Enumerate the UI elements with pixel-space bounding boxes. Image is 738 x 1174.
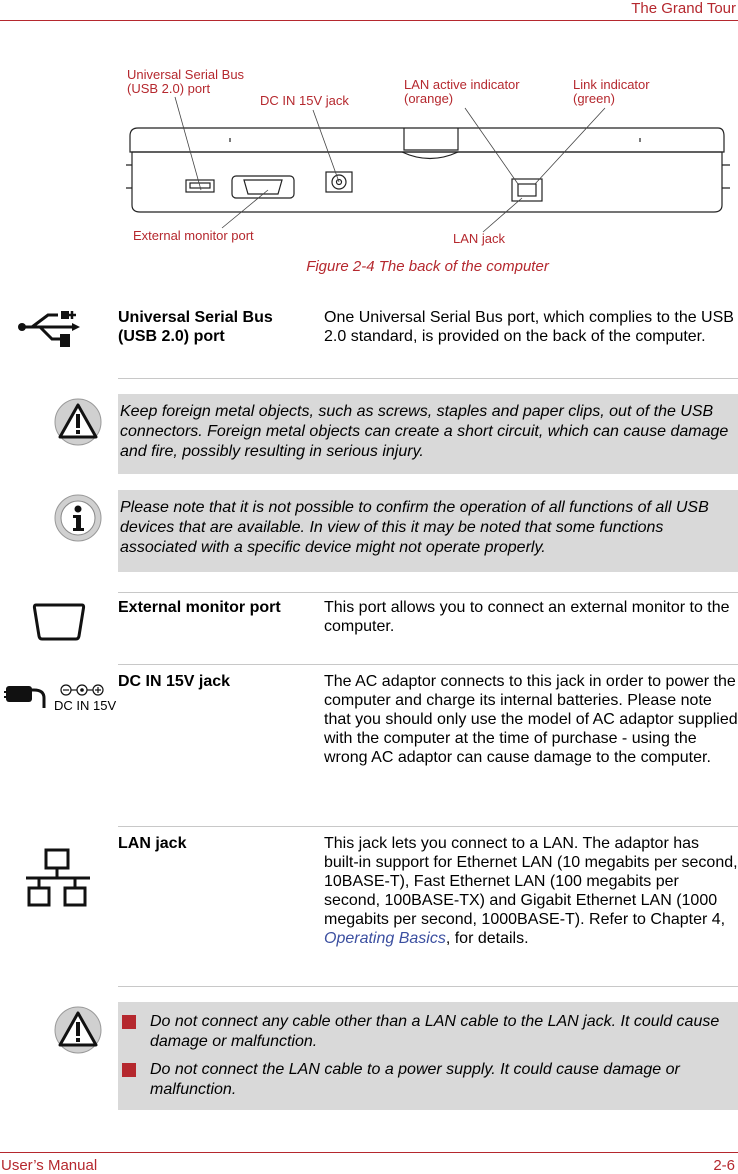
- info-note-usb-text: Please note that it is not possible to confirm the operation of all functions of all USB devices that are available. In view of this it may be noted that some functions associated with a specific device might not operate properly.: [120, 499, 709, 556]
- divider: [118, 592, 738, 593]
- usb-description: One Universal Serial Bus port, which complies to the USB 2.0 standard, is provided on the back of the computer.: [324, 309, 734, 345]
- footer-manual-title: User’s Manual: [1, 1157, 98, 1174]
- caution-lan-item-1: Do not connect any cable other than a LAN cable to the LAN jack. It could cause damage or malfunction.: [150, 1013, 720, 1050]
- entry-dc-in: [118, 664, 738, 824]
- dc-in-term: DC IN 15V jack: [118, 673, 231, 690]
- caution-icon: [54, 1006, 102, 1054]
- bullet-marker: [122, 1015, 136, 1029]
- lan-description-tail: , for details.: [445, 930, 529, 947]
- caution-note-usb-text: Keep foreign metal objects, such as screws, staples and paper clips, out of the USB connectors. Foreign metal objects can create a short circuit, which can cause damage and fire, possibly resulting in serious injury.: [120, 403, 729, 460]
- divider: [118, 986, 738, 987]
- info-note-usb: [118, 490, 738, 572]
- callout-usb: Universal Serial Bus (USB 2.0) port: [127, 67, 245, 96]
- figure-caption: Figure 2-4 The back of the computer: [306, 258, 549, 275]
- caution-note-lan: [118, 1002, 738, 1110]
- page-header-title: The Grand Tour: [631, 0, 736, 17]
- callout-external-monitor: External monitor port: [133, 228, 254, 243]
- footer-page-number: 2-6: [713, 1157, 735, 1174]
- dc-in-description: The AC adaptor connects to this jack in order to power the computer and charge its internal batteries. Please note that you should only use the model of AC adaptor supplied with the computer at the time of purchase - using the wrong AC adaptor can cause damage to the computer.: [324, 673, 738, 766]
- lan-description: [324, 834, 738, 948]
- dc-in-icon-label: DC IN 15V: [54, 698, 117, 713]
- monitor-description: This port allows you to connect an external monitor to the computer.: [324, 599, 730, 635]
- monitor-port-icon: [32, 602, 86, 642]
- caution-note-usb: [118, 394, 738, 474]
- usb-icon: [18, 310, 80, 350]
- entry-external-monitor: [118, 592, 738, 662]
- entry-lan-jack: [118, 826, 738, 986]
- callout-lan-active: LAN active indicator (orange): [404, 77, 520, 106]
- footer-rule: [0, 1152, 738, 1153]
- callout-lan-jack: LAN jack: [453, 231, 506, 246]
- usb-term: Universal Serial Bus (USB 2.0) port: [118, 309, 273, 345]
- info-icon: [54, 494, 102, 542]
- callout-dcin: DC IN 15V jack: [260, 93, 349, 108]
- lan-description-text: This jack lets you connect to a LAN. The adaptor has built-in support for Ethernet LAN (10 megabits per second, 10BASE-T), Fast Ethernet LAN (100 megabits per second, 100BASE-TX) and Gigabit Ethernet LAN (1000 megabits per second, 1000BASE-T). Refer to Chapter 4,: [324, 835, 738, 928]
- caution-icon: [54, 398, 102, 446]
- divider: [118, 378, 738, 379]
- entry-usb: [118, 306, 738, 376]
- caution-lan-item-2: Do not connect the LAN cable to a power supply. It could cause damage or malfunction.: [150, 1061, 680, 1098]
- operating-basics-link[interactable]: Operating Basics: [324, 930, 446, 947]
- monitor-term: External monitor port: [118, 599, 281, 616]
- bullet-marker: [122, 1063, 136, 1077]
- lan-term: LAN jack: [118, 835, 187, 852]
- callout-link: Link indicator (green): [573, 77, 650, 106]
- lan-icon: [26, 848, 90, 908]
- computer-back-illustration: [0, 0, 738, 260]
